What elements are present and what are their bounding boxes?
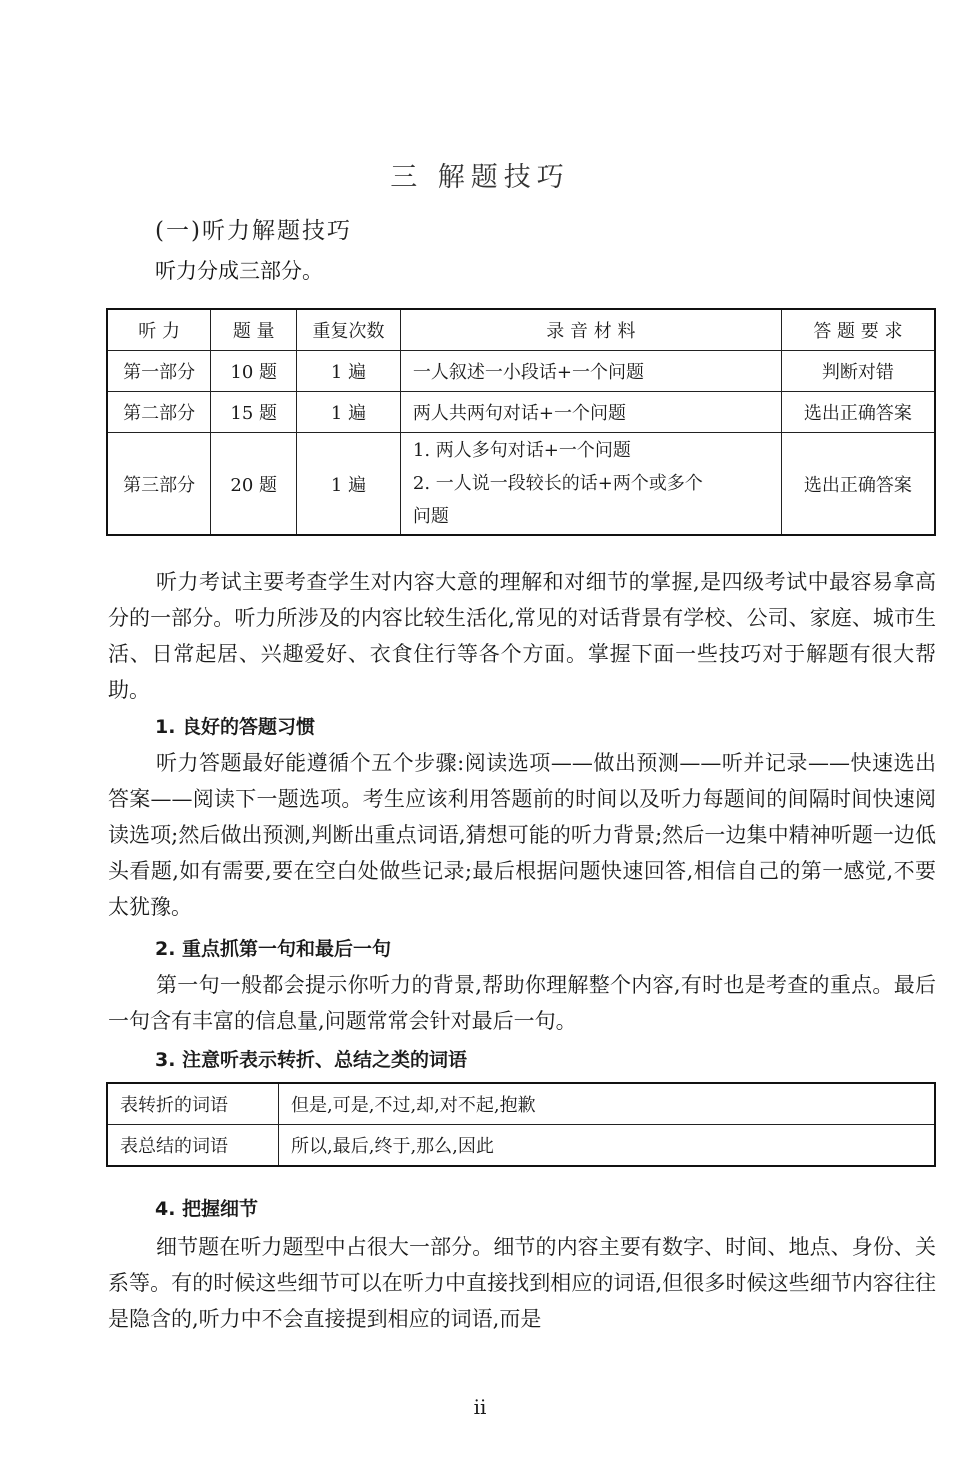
paragraph-first-last-sentence: 第一句一般都会提示你听力的背景,帮助你理解整个内容,有时也是考查的重点。最后一句含有丰富的信息量,问题常常会针对最后一句。 (108, 973, 936, 1033)
count-cell: 20 题 (211, 433, 297, 536)
material-line: 2. 一人说一段较长的话+两个或多个 (412, 473, 703, 494)
part-cell: 第二部分 (107, 392, 211, 433)
material-line: 问题 (412, 506, 449, 527)
repeat-cell: 1 遍 (297, 433, 401, 536)
repeat-cell: 1 遍 (297, 392, 401, 433)
table-row (107, 351, 935, 392)
requirement-cell: 判断对错 (781, 351, 935, 392)
requirement-cell: 选出正确答案 (781, 433, 935, 536)
words-cell: 所以,最后,终于,那么,因此 (279, 1125, 936, 1167)
material-cell: 两人共两句对话+一个问题 (400, 392, 781, 433)
header-cell: 答 题 要 求 (781, 309, 935, 351)
table-row (107, 1125, 935, 1167)
header-cell: 题 量 (211, 309, 297, 351)
heading-first-last-sentence: 2. 重点抓第一句和最后一句 (155, 938, 392, 960)
requirement-cell: 选出正确答案 (781, 392, 935, 433)
header-cell: 重复次数 (297, 309, 401, 351)
section-title: 三 解题技巧 (390, 162, 570, 193)
page-number: ii (473, 1395, 487, 1419)
table-row (107, 1083, 935, 1125)
paragraph-answer-habits: 听力答题最好能遵循个五个步骤:阅读选项——做出预测——听并记录——快速选出答案——阅读下一题选项。考生应该利用答题前的时间以及听力每题间的间隔时间快速阅读选项;然后做出预测,判断出重点词语,猜想可能的听力背景;然后一边集中精神听题一边低头看题,如有需要,要在空白处做些记录;最后根据问题快速回答,相信自己的第一感觉,不要太犹豫。 (108, 751, 936, 919)
count-cell: 15 题 (211, 392, 297, 433)
table-row (107, 433, 935, 536)
words-cell: 但是,可是,不过,却,对不起,抱歉 (279, 1083, 936, 1125)
heading-answer-habits: 1. 良好的答题习惯 (155, 716, 316, 738)
listening-parts-table (106, 308, 936, 536)
transition-words-table (106, 1082, 936, 1167)
subsection-title: (一)听力解题技巧 (155, 218, 352, 244)
heading-transition-words: 3. 注意听表示转折、总结之类的词语 (155, 1049, 468, 1071)
material-cell: 一人叙述一小段话+一个问题 (400, 351, 781, 392)
heading-details: 4. 把握细节 (155, 1198, 259, 1220)
material-line: 1. 两人多句对话+一个问题 (412, 440, 631, 461)
word-type-cell: 表总结的词语 (107, 1125, 279, 1167)
part-cell: 第一部分 (107, 351, 211, 392)
material-cell (400, 433, 781, 536)
repeat-cell: 1 遍 (297, 351, 401, 392)
table-header-row (107, 309, 935, 351)
header-cell: 录 音 材 料 (400, 309, 781, 351)
count-cell: 10 题 (211, 351, 297, 392)
paragraph-listening-overview: 听力考试主要考查学生对内容大意的理解和对细节的掌握,是四级考试中最容易拿高分的一部分。听力所涉及的内容比较生活化,常见的对话背景有学校、公司、家庭、城市生活、日常起居、兴趣爱好、衣食住行等各个方面。掌握下面一些技巧对于解题有很大帮助。 (108, 570, 936, 702)
part-cell: 第三部分 (107, 433, 211, 536)
intro-text: 听力分成三部分。 (155, 259, 323, 283)
word-type-cell: 表转折的词语 (107, 1083, 279, 1125)
paragraph-details: 细节题在听力题型中占很大一部分。细节的内容主要有数字、时间、地点、身份、关系等。有的时候这些细节可以在听力中直接找到相应的词语,但很多时候这些细节内容往往是隐含的,听力中不会直接提到相应的词语,而是 (108, 1235, 936, 1331)
table-row (107, 392, 935, 433)
header-cell: 听 力 (107, 309, 211, 351)
